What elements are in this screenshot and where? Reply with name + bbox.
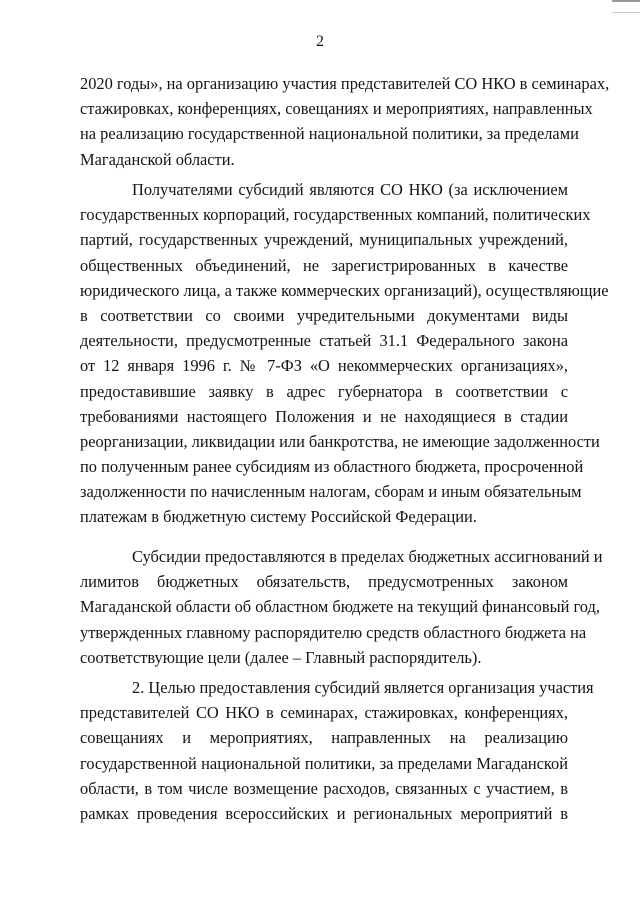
text-line: Магаданской области об областном бюджете на текущий финансовый год, xyxy=(80,597,600,617)
text-line: государственных корпораций, государственных компаний, политических xyxy=(80,205,591,225)
text-line: на реализацию государственной национальной политики, за пределами xyxy=(80,124,579,144)
paragraph-purpose xyxy=(80,675,594,826)
text-line: по полученным ранее субсидиям из областного бюджета, просроченной xyxy=(80,457,584,477)
text-line: совещаниях и мероприятиях, направленных на реализацию xyxy=(80,728,568,748)
paragraph-continuation xyxy=(80,71,610,172)
scan-corner-mark xyxy=(612,0,640,13)
text-line: государственной национальной политики, за пределами Магаданской xyxy=(80,753,568,773)
text-line: соответствующие цели (далее – Главный распорядитель). xyxy=(80,647,482,667)
text-line: партий, государственных учреждений, муниципальных учреждений, xyxy=(80,230,568,250)
text-line: представителей СО НКО в семинарах, стажировках, конференциях, xyxy=(80,703,568,723)
paragraph-recipients xyxy=(80,177,609,530)
text-line: задолженности по начисленным налогам, сборам и иным обязательным xyxy=(80,482,582,502)
text-line: Магаданской области. xyxy=(80,149,235,169)
text-line: деятельности, предусмотренные статьей 31.1 Федерального закона xyxy=(80,331,568,351)
page-number: 2 xyxy=(316,33,324,50)
text-line: 2020 годы», на организацию участия представителей СО НКО в семинарах, xyxy=(80,74,610,93)
text-line: Получателями субсидий являются СО НКО (за исключением xyxy=(132,180,568,199)
text-line: юридического лица, а также коммерческих организаций), осуществляющие xyxy=(80,280,609,300)
text-line: области, в том числе возмещение расходов, связанных с участием, в xyxy=(80,778,568,798)
text-line: от 12 января 1996 г. № 7-ФЗ «О некоммерческих организациях», xyxy=(80,356,568,376)
text-line: требованиями настоящего Положения и не находящиеся в стадии xyxy=(80,406,568,426)
paragraph-subsidies xyxy=(80,544,603,670)
text-line: платежам в бюджетную систему Российской Федерации. xyxy=(80,507,477,527)
text-line: реорганизации, ликвидации или банкротства, не имеющие задолженности xyxy=(80,431,600,451)
text-line: 2. Целью предоставления субсидий является организация участия xyxy=(132,678,594,697)
text-line: лимитов бюджетных обязательств, предусмотренных законом xyxy=(80,572,568,592)
text-line: Субсидии предоставляются в пределах бюджетных ассигнований и xyxy=(132,547,603,566)
text-line: общественных объединений, не зарегистрированных в качестве xyxy=(80,255,568,275)
text-line: утвержденных главному распорядителю средств областного бюджета на xyxy=(80,622,587,642)
text-line: рамках проведения всероссийских и региональных мероприятий в xyxy=(80,803,568,823)
text-line: в соответствии со своими учредительными документами виды xyxy=(80,305,568,325)
text-line: предоставившие заявку в адрес губернатора в соответствии с xyxy=(80,381,568,401)
text-line: стажировках, конференциях, совещаниях и мероприятиях, направленных xyxy=(80,99,593,119)
